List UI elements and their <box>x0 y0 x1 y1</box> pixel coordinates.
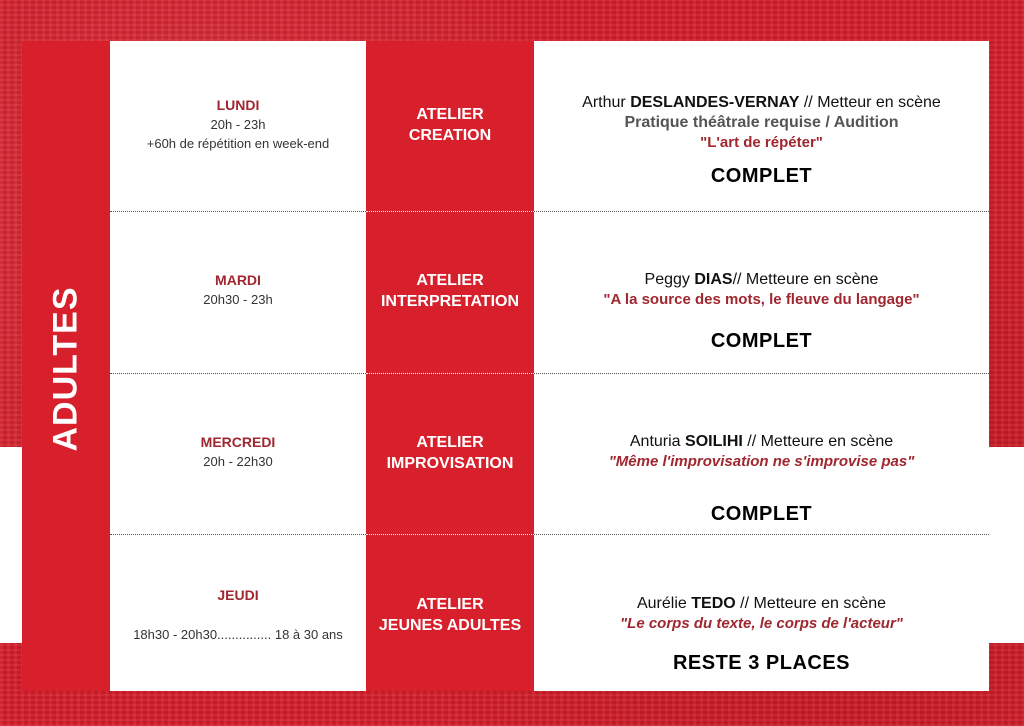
teacher-line <box>534 270 989 290</box>
time-range: 20h30 - 23h <box>203 292 273 307</box>
teacher-first-name: Peggy <box>644 271 690 288</box>
teacher-line <box>534 594 989 614</box>
category-label: ADULTES <box>46 286 85 452</box>
row-separator <box>534 373 989 374</box>
atelier-name: INTERPRETATION <box>380 293 520 310</box>
row-separator <box>534 211 989 212</box>
status-badge: COMPLET <box>710 503 813 525</box>
teacher-role: // Metteure en scène <box>740 595 887 612</box>
teacher-last-name: DESLANDES-VERNAY <box>630 94 800 111</box>
teacher-info <box>534 594 989 634</box>
extra-note: +60h de répétition en week-end <box>146 136 330 151</box>
atelier-title <box>366 104 534 146</box>
atelier-name: CREATION <box>408 127 492 144</box>
status-badge: RESTE 3 PLACES <box>672 652 851 674</box>
workshop-theme: "L'art de répéter" <box>700 134 823 151</box>
workshop-theme: "A la source des mots, le fleuve du langage" <box>603 291 920 308</box>
atelier-label: ATELIER <box>416 106 484 123</box>
atelier-title <box>366 594 534 636</box>
teacher-first-name: Anturia <box>629 433 681 450</box>
schedule-day-cell <box>110 586 366 605</box>
day-name: MERCREDI <box>200 434 276 450</box>
atelier-name: JEUNES ADULTES <box>378 617 522 634</box>
teacher-line <box>534 432 989 452</box>
time-and-age-range: 18h30 - 20h30............... 18 à 30 ans <box>133 627 343 642</box>
atelier-label: ATELIER <box>416 596 484 613</box>
schedule-day-cell <box>110 271 366 309</box>
workshop-theme: "Le corps du texte, le corps de l'acteur" <box>620 615 903 632</box>
row-separator <box>110 373 366 374</box>
atelier-title <box>366 432 534 474</box>
teacher-info <box>534 93 989 153</box>
day-name: JEUDI <box>217 587 259 603</box>
status-badge: COMPLET <box>710 165 813 187</box>
atelier-name: IMPROVISATION <box>386 455 514 472</box>
row-separator <box>534 534 989 535</box>
schedule-day-cell <box>110 96 366 153</box>
teacher-first-name: Aurélie <box>636 595 687 612</box>
day-name: MARDI <box>215 272 261 288</box>
teacher-info <box>534 270 989 310</box>
status-badge: COMPLET <box>710 330 813 352</box>
workshop-theme: "Même l'improvisation ne s'improvise pas" <box>608 453 915 470</box>
time-range: 20h - 23h <box>210 117 266 132</box>
teacher-role: // Metteure en scène <box>747 433 894 450</box>
teacher-first-name: Arthur <box>582 94 626 111</box>
time-range: 20h - 22h30 <box>203 454 273 469</box>
teacher-last-name: SOILIHI <box>685 433 743 450</box>
day-name: LUNDI <box>216 97 260 113</box>
teacher-role: // Metteure en scène <box>732 271 879 288</box>
requirement-note: Pratique théâtrale requise / Audition <box>624 114 899 131</box>
atelier-label: ATELIER <box>416 434 484 451</box>
schedule-day-cell <box>110 433 366 471</box>
row-separator <box>110 534 366 535</box>
row-separator <box>366 373 534 374</box>
teacher-role: // Metteur en scène <box>803 94 941 111</box>
teacher-line <box>534 93 989 113</box>
row-separator <box>366 211 534 212</box>
atelier-title <box>366 270 534 312</box>
teacher-info <box>534 432 989 472</box>
row-separator <box>366 534 534 535</box>
atelier-label: ATELIER <box>416 272 484 289</box>
teacher-last-name: TEDO <box>691 595 736 612</box>
teacher-last-name: DIAS <box>694 271 733 288</box>
row-separator <box>110 211 366 212</box>
